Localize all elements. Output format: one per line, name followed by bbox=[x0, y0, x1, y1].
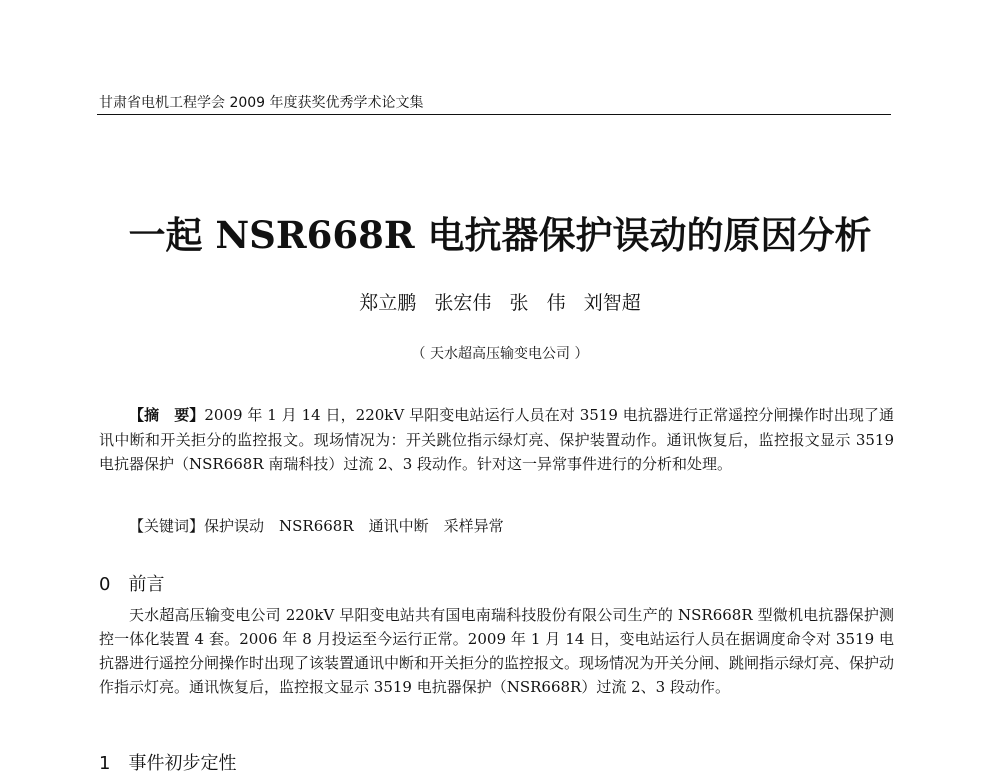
header-rule bbox=[97, 114, 891, 115]
abstract-label: 【摘 要】 bbox=[129, 406, 205, 424]
paper-title: 一起 NSR668R 电抗器保护误动的原因分析 bbox=[128, 213, 872, 257]
keywords-label: 【关键词】 bbox=[129, 517, 205, 535]
section-title: 前言 bbox=[128, 574, 165, 595]
section-title: 事件初步定性 bbox=[128, 753, 237, 774]
authors: 郑立鹏 张宏伟 张 伟 刘智超 bbox=[359, 292, 641, 314]
abstract bbox=[99, 403, 894, 477]
affiliation: （ 天水超高压输变电公司 ） bbox=[411, 346, 589, 362]
running-header: 甘肃省电机工程学会 2009 年度获奖优秀学术论文集 bbox=[99, 95, 424, 111]
keywords bbox=[99, 514, 894, 538]
section-number: 1 bbox=[99, 753, 111, 774]
section-heading-event bbox=[99, 749, 236, 775]
abstract-text: 2009 年 1 月 14 日，220kV 早阳变电站运行人员在对 3519 电抗器进行正常遥控分闸操作时出现了通讯中断和开关拒分的监控报文。现场情况为：开关跳位指示绿灯亮、保护装置动作。通讯恢复后，监控报文显示 3519 电抗器保护（NSR668R 南瑞科技）过流 2、3 段动作。针对这一异常事件进行的分析和处理。 bbox=[99, 406, 894, 473]
section-heading-introduction bbox=[99, 570, 164, 596]
section-number: 0 bbox=[99, 574, 111, 595]
introduction-paragraph: 天水超高压输变电公司 220kV 早阳变电站共有国电南瑞科技股份有限公司生产的 NSR668R 型微机电抗器保护测控一体化装置 4 套。2006 年 8 月投运至今运行正常。2009 年 1 月 14 日，变电站运行人员在据调度命令对 3519 电抗器进行遥控分闸操作时出现了该装置通讯中断和开关拒分的监控报文。现场情况为开关分闸、跳闸指示绿灯亮、保护动作指示灯亮。通讯恢复后，监控报文显示 3519 电抗器保护（NSR668R）过流 2、3 段动作。 bbox=[99, 606, 895, 696]
keywords-text: 保护误动 NSR668R 通讯中断 采样异常 bbox=[204, 517, 504, 535]
